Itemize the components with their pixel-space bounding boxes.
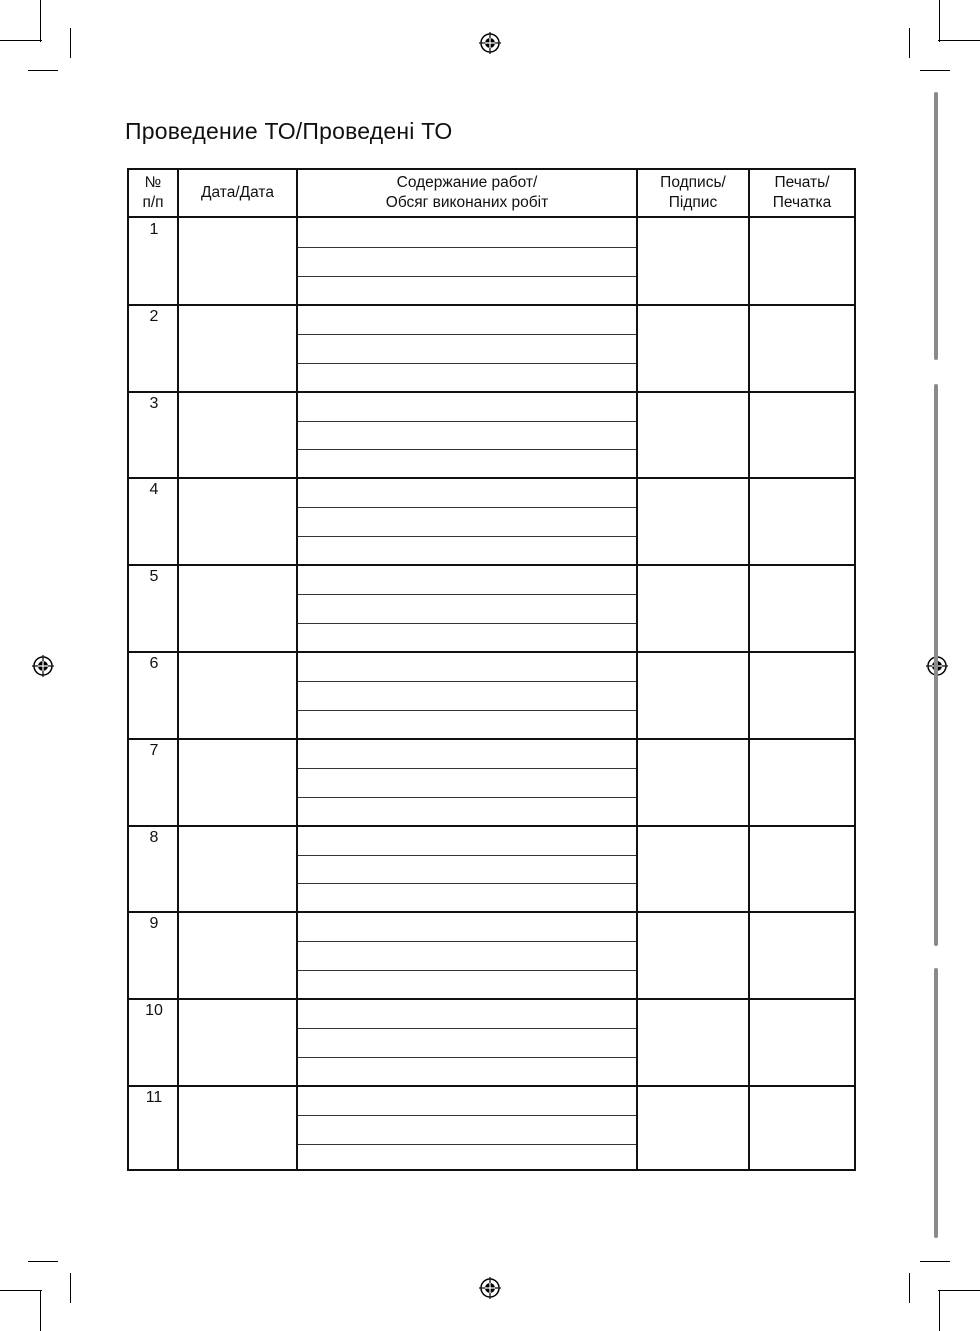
crop-mark	[70, 28, 71, 58]
crop-mark	[939, 1290, 940, 1331]
work-line	[298, 334, 636, 335]
work-line	[298, 536, 636, 537]
side-bar	[934, 384, 938, 946]
row-divider	[129, 391, 854, 393]
work-line	[298, 1028, 636, 1029]
header-signature-line2: Підпис	[668, 194, 718, 211]
crop-mark	[70, 1273, 71, 1303]
row-number: 7	[149, 741, 159, 759]
crop-mark	[939, 0, 940, 42]
crop-mark	[40, 0, 41, 42]
work-line	[298, 1057, 636, 1058]
work-line	[298, 883, 636, 884]
row-divider	[129, 477, 854, 479]
registration-mark-icon	[479, 1277, 501, 1299]
row-number: 2	[149, 307, 159, 325]
header-date-label: Дата/Дата	[201, 184, 274, 201]
header-work-line1: Содержание работ/	[396, 174, 538, 191]
header-stamp	[750, 170, 854, 216]
crop-mark	[909, 1273, 910, 1303]
registration-mark-icon	[32, 655, 54, 677]
row-number: 8	[149, 828, 159, 846]
work-line	[298, 247, 636, 248]
row-divider	[129, 998, 854, 1000]
page-title: Проведение ТО/Проведені ТО	[125, 118, 453, 144]
row-number: 5	[149, 568, 159, 586]
crop-mark	[0, 1290, 42, 1291]
crop-mark	[0, 40, 42, 41]
work-line	[298, 594, 636, 595]
header-work	[298, 170, 636, 216]
column-divider	[748, 170, 750, 1169]
work-line	[298, 363, 636, 364]
row-number: 11	[145, 1089, 163, 1106]
column-divider	[296, 170, 298, 1169]
header-divider	[129, 216, 854, 218]
crop-mark	[920, 70, 950, 71]
header-date	[179, 170, 296, 216]
side-bar	[934, 92, 938, 360]
crop-mark	[909, 28, 910, 58]
work-line	[298, 1144, 636, 1145]
crop-mark	[40, 1290, 41, 1331]
work-line	[298, 1115, 636, 1116]
work-line	[298, 681, 636, 682]
header-stamp-line2: Печатка	[772, 194, 832, 211]
row-number: 3	[149, 394, 159, 412]
row-divider	[129, 651, 854, 653]
work-line	[298, 970, 636, 971]
work-line	[298, 710, 636, 711]
crop-mark	[938, 40, 980, 41]
row-divider	[129, 825, 854, 827]
row-number: 4	[149, 481, 159, 499]
work-line	[298, 623, 636, 624]
header-signature-line1: Подпись/	[660, 174, 726, 191]
row-number: 9	[149, 915, 159, 933]
header-stamp-line1: Печать/	[774, 174, 830, 191]
crop-mark	[28, 1261, 58, 1262]
maintenance-log-table	[127, 168, 856, 1171]
row-divider	[129, 738, 854, 740]
row-divider	[129, 1085, 854, 1087]
crop-mark	[28, 70, 58, 71]
row-divider	[129, 304, 854, 306]
work-line	[298, 855, 636, 856]
work-line	[298, 507, 636, 508]
header-signature	[638, 170, 748, 216]
registration-mark-icon	[479, 32, 501, 54]
row-divider	[129, 564, 854, 566]
row-number: 10	[145, 1002, 163, 1020]
work-line	[298, 768, 636, 769]
work-line	[298, 276, 636, 277]
work-line	[298, 449, 636, 450]
work-line	[298, 797, 636, 798]
row-number: 6	[149, 655, 159, 672]
header-number	[129, 170, 177, 216]
header-number-line1: №	[144, 174, 162, 191]
crop-mark	[920, 1261, 950, 1262]
row-number: 1	[149, 221, 159, 238]
column-divider	[636, 170, 638, 1169]
side-bar	[934, 968, 938, 1238]
work-line	[298, 421, 636, 422]
work-line	[298, 941, 636, 942]
row-divider	[129, 911, 854, 913]
header-number-line2: п/п	[142, 194, 164, 211]
crop-mark	[938, 1290, 980, 1291]
header-work-line2: Обсяг виконаних робіт	[385, 194, 549, 211]
